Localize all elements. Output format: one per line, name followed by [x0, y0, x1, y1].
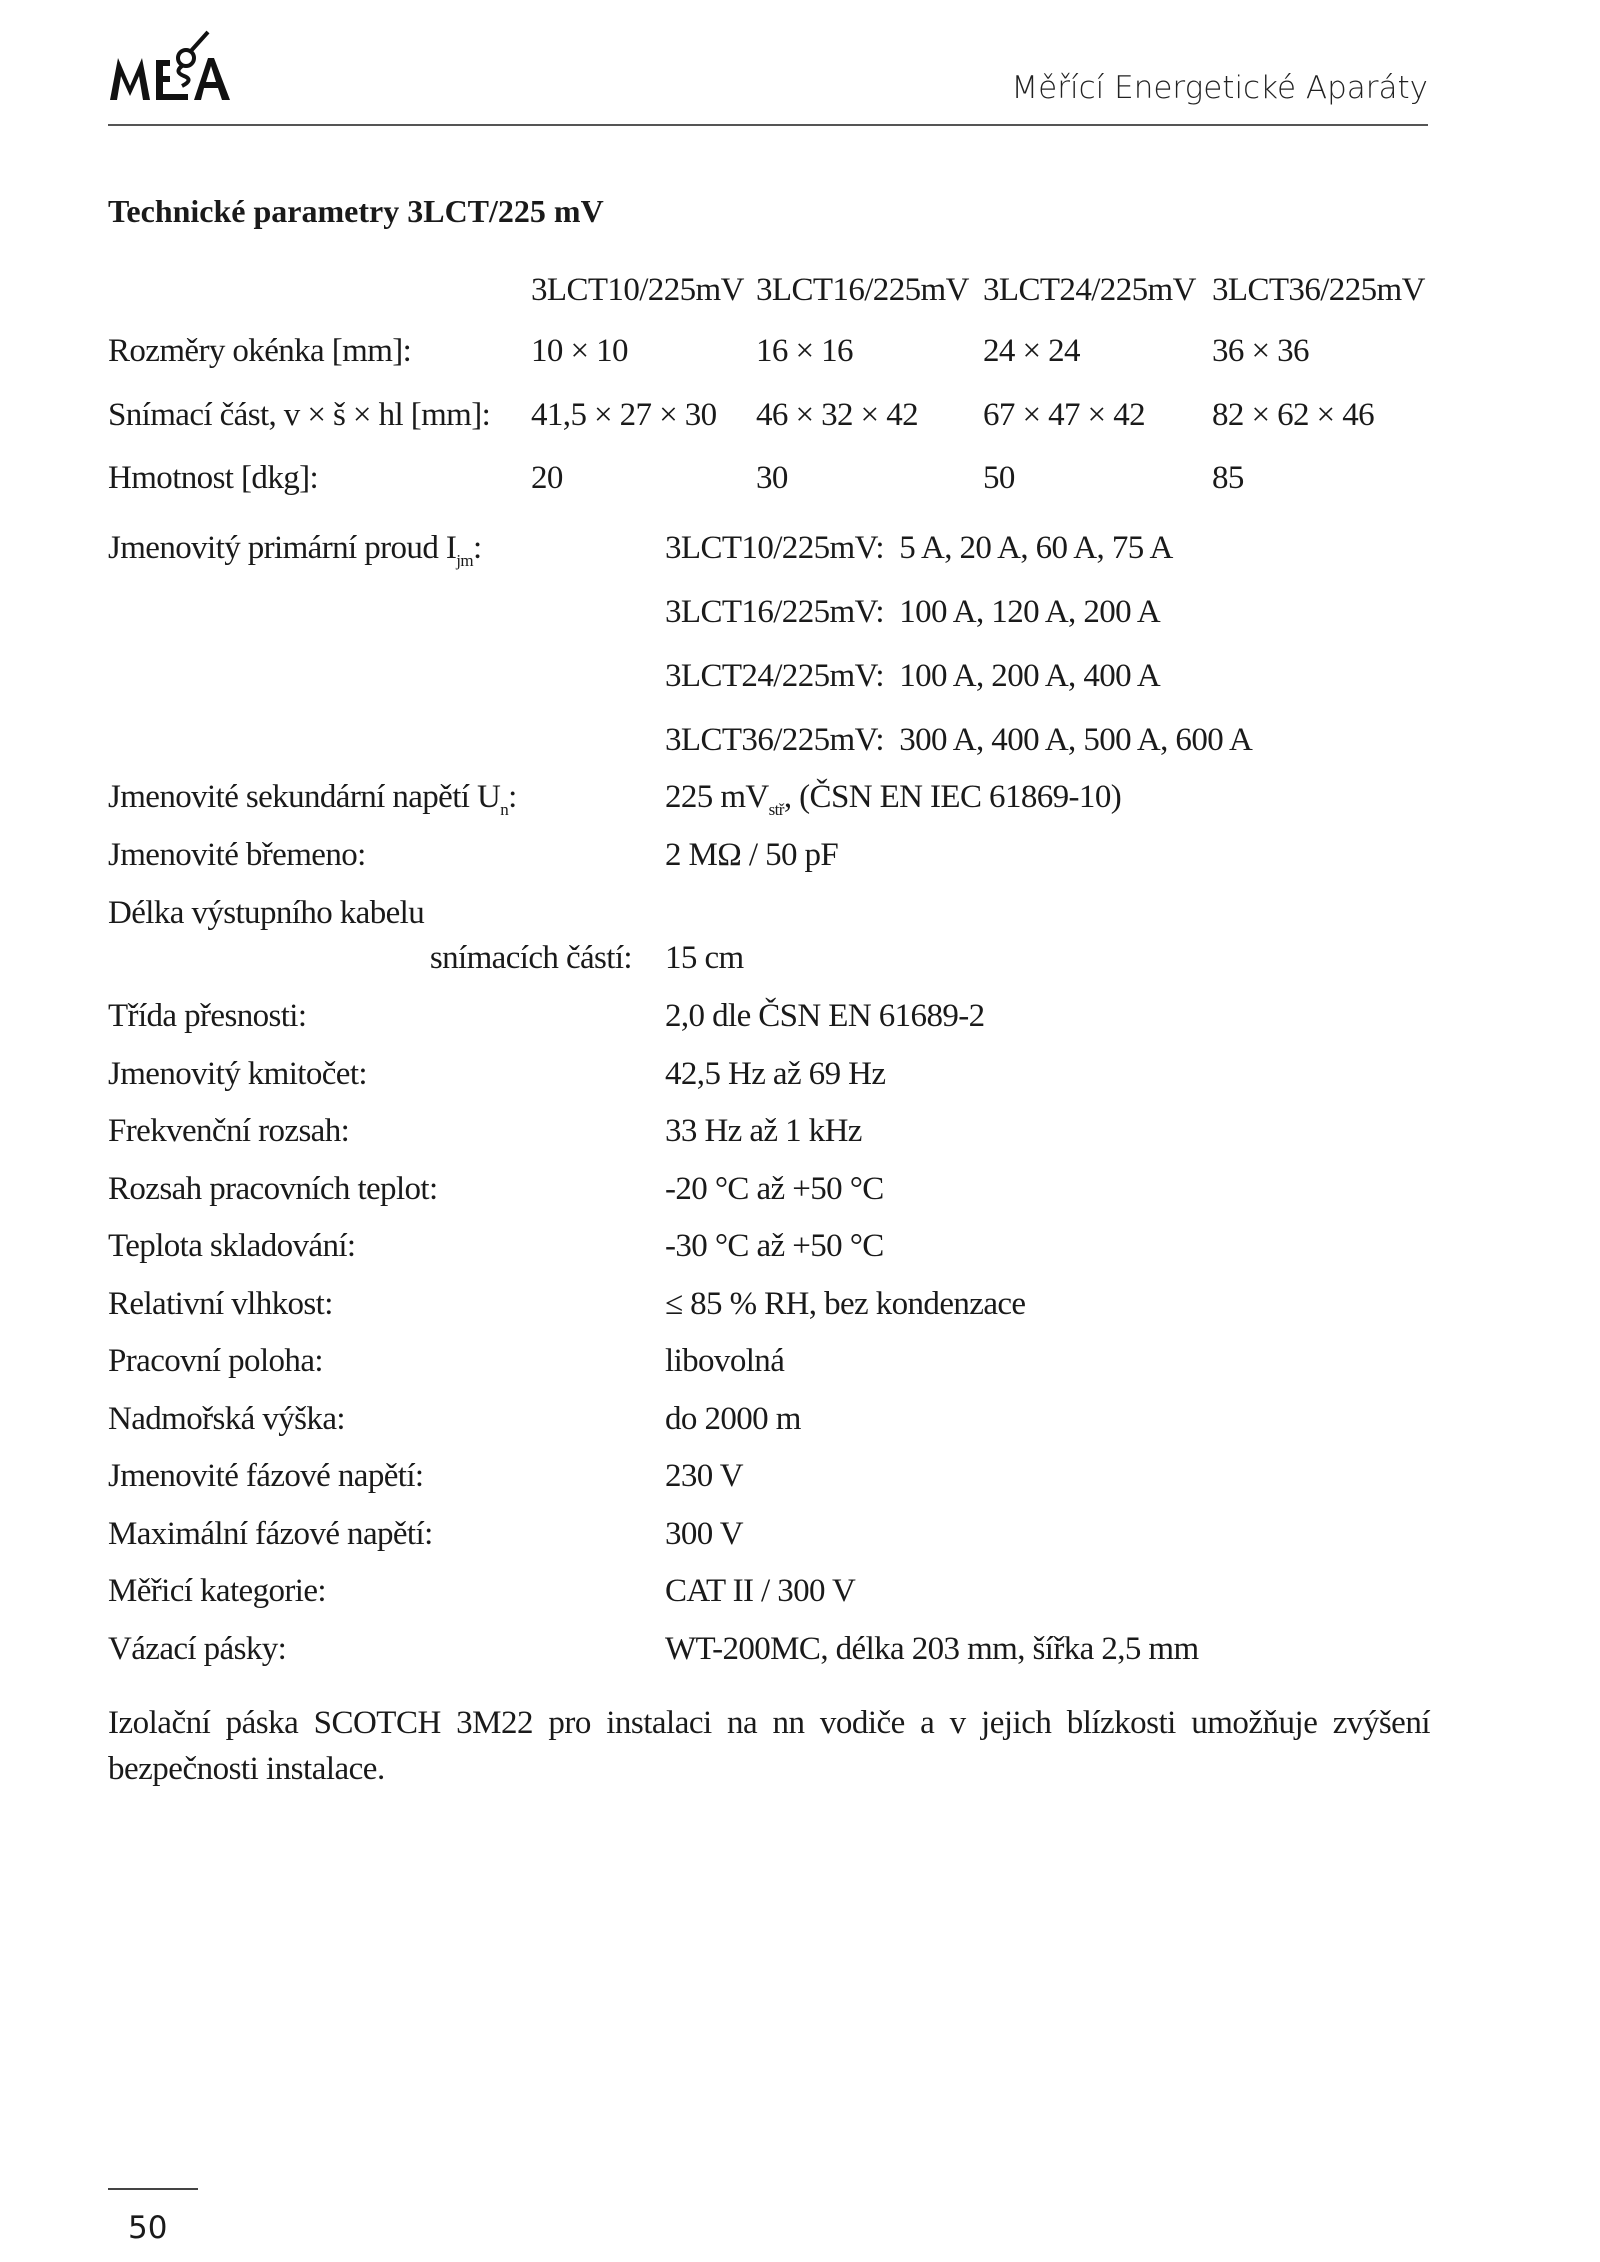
- column-header: 3LCT16/225mV: [756, 272, 969, 308]
- primary-current-label: Jmenovitý primární proud $I_{jm}$:: [108, 530, 482, 570]
- spec-value: CAT II / 300 V: [665, 1573, 856, 1609]
- spec-label: Jmenovité břemeno:: [108, 837, 366, 873]
- spec-label: Relativní vlhkost:: [108, 1286, 333, 1322]
- spec-value: -30 °C až +50 °C: [665, 1228, 884, 1264]
- cell: 50: [983, 460, 1015, 496]
- page-number: 50: [128, 2210, 168, 2246]
- spec-label: Délka výstupního kabelu: [108, 895, 425, 931]
- spec-value: do 2000 m: [665, 1401, 801, 1437]
- spec-value: 15 cm: [665, 940, 744, 976]
- cell: 82 × 62 × 46: [1212, 397, 1375, 433]
- spec-value: 42,5 Hz až 69 Hz: [665, 1056, 886, 1092]
- cell: 20: [531, 460, 563, 496]
- spec-value: 230 V: [665, 1458, 743, 1494]
- cell: 36 × 36: [1212, 333, 1309, 369]
- spec-value: ≤ 85 % RH, bez kondenzace: [665, 1286, 1026, 1322]
- primary-current-item: 3LCT24/225mV: 100 A, 200 A, 400 A: [665, 658, 1161, 694]
- cell: 41,5 × 27 × 30: [531, 397, 717, 433]
- header-divider: [108, 124, 1428, 126]
- spec-label: Vázací pásky:: [108, 1631, 287, 1667]
- row-label: Hmotnost [dkg]:: [108, 460, 319, 496]
- spec-label: Třída přesnosti:: [108, 998, 307, 1034]
- spec-label: Rozsah pracovních teplot:: [108, 1171, 438, 1207]
- secondary-voltage-value: 225 $mV_{stř}$, (ČSN EN IEC 61869-10): [665, 779, 1122, 819]
- spec-value: 2,0 dle ČSN EN 61689-2: [665, 998, 985, 1034]
- footer-divider: [108, 2188, 198, 2190]
- primary-current-item: 3LCT36/225mV: 300 A, 400 A, 500 A, 600 A: [665, 722, 1253, 758]
- spec-label: Teplota skladování:: [108, 1228, 356, 1264]
- spec-value: libovolná: [665, 1343, 785, 1379]
- spec-value: 300 V: [665, 1516, 743, 1552]
- cell: 46 × 32 × 42: [756, 397, 919, 433]
- spec-value: 2 MΩ / 50 pF: [665, 837, 839, 873]
- spec-value: WT-200MC, délka 203 mm, šířka 2,5 mm: [665, 1631, 1199, 1667]
- spec-label: Nadmořská výška:: [108, 1401, 345, 1437]
- cell: 85: [1212, 460, 1244, 496]
- spec-label: Frekvenční rozsah:: [108, 1113, 350, 1149]
- secondary-voltage-label: Jmenovité sekundární napětí $U_n$:: [108, 779, 517, 819]
- column-header: 3LCT24/225mV: [983, 272, 1196, 308]
- spec-label: Jmenovité fázové napětí:: [108, 1458, 424, 1494]
- mega-logo: [108, 28, 248, 108]
- primary-current-item: 3LCT16/225mV: 100 A, 120 A, 200 A: [665, 594, 1161, 630]
- cell: 24 × 24: [983, 333, 1080, 369]
- header-title: Měřící Energetické Aparáty: [1011, 70, 1428, 106]
- primary-current-item: 3LCT10/225mV: 5 A, 20 A, 60 A, 75 A: [665, 530, 1173, 566]
- cell: 30: [756, 460, 788, 496]
- spec-value: -20 °C až +50 °C: [665, 1171, 884, 1207]
- spec-value: 33 Hz až 1 kHz: [665, 1113, 862, 1149]
- spec-label: Pracovní poloha:: [108, 1343, 323, 1379]
- section-title: Technické parametry 3LCT/225 mV: [108, 193, 604, 229]
- row-label: Rozměry okénka [mm]:: [108, 333, 412, 369]
- column-header: 3LCT10/225mV: [531, 272, 744, 308]
- column-header: 3LCT36/225mV: [1212, 272, 1425, 308]
- cell: 16 × 16: [756, 333, 853, 369]
- cell: 67 × 47 × 42: [983, 397, 1146, 433]
- cell: 10 × 10: [531, 333, 628, 369]
- spec-label: Měřicí kategorie:: [108, 1573, 326, 1609]
- note-paragraph: Izolační páska SCOTCH 3M22 pro instalaci na nn vodiče a v jejich blízkosti umožňuje zvýšení bezpečnosti instalace.: [108, 1705, 1430, 1787]
- spec-label: snímacích částí:: [429, 940, 632, 976]
- row-label: Snímací část, v × š × hl [mm]:: [108, 397, 491, 433]
- spec-label: Jmenovitý kmitočet:: [108, 1056, 367, 1092]
- spec-label: Maximální fázové napětí:: [108, 1516, 433, 1552]
